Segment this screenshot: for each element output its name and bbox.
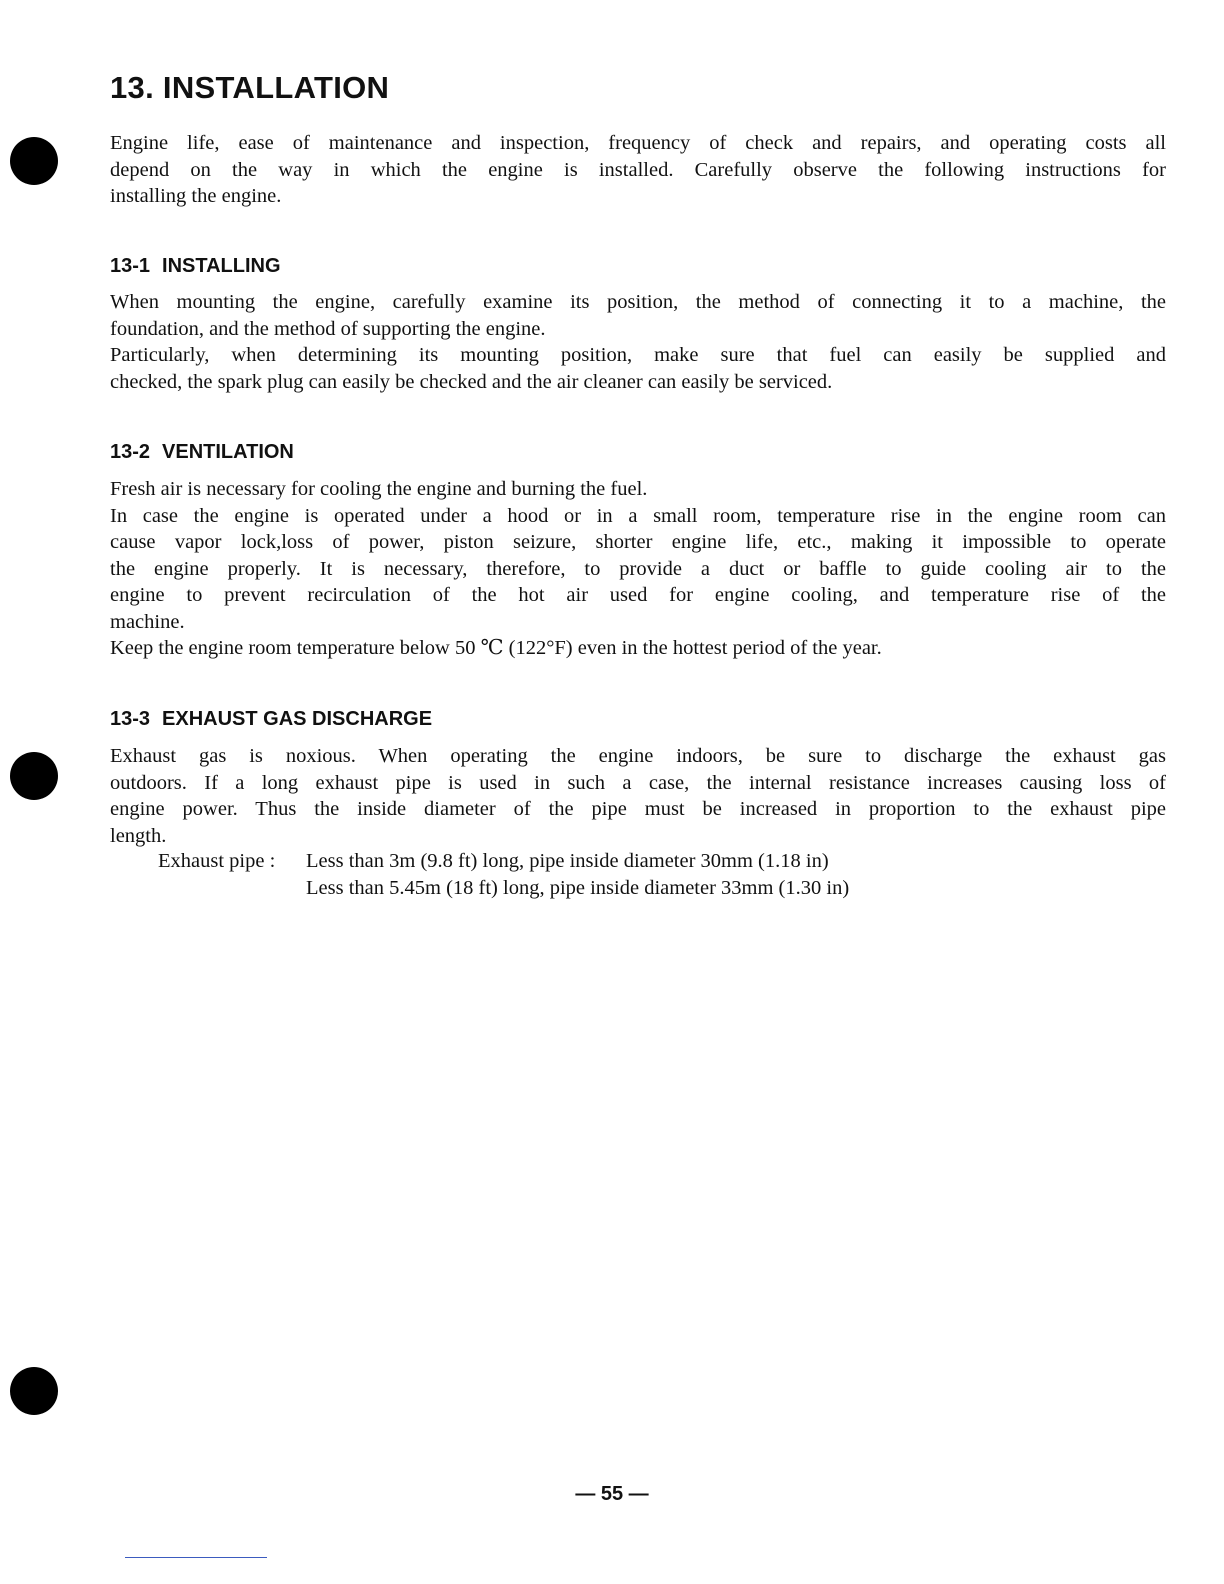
section-title: EXHAUST GAS DISCHARGE <box>162 708 433 730</box>
punch-hole-bottom <box>10 1367 58 1415</box>
intro-line: installing the engine. <box>110 185 282 207</box>
spec-label: Exhaust pipe : <box>158 850 276 872</box>
punch-hole-top <box>10 137 58 185</box>
bottom-rule <box>125 1557 267 1558</box>
body-line: machine. <box>110 610 185 633</box>
body-line: In case the engine is operated under a hood or in a small room, temperature rise in the engine room can <box>110 504 1166 527</box>
section-title: INSTALLING <box>162 255 281 277</box>
body-line: foundation, and the method of supporting the engine. <box>110 317 546 340</box>
body-line: cause vapor lock,loss of power, piston seizure, shorter engine life, etc., making it impossible to operate <box>110 531 1166 553</box>
spec-row <box>158 875 849 902</box>
spec-value: Less than 5.45m (18 ft) long, pipe inside diameter 33mm (1.30 in) <box>306 877 850 899</box>
body-line: engine to prevent recirculation of the hot air used for engine cooling, and temperature rise of the <box>110 584 1166 606</box>
installing-paragraph <box>110 289 1166 395</box>
body-line: engine power. Thus the inside diameter of the pipe must be increased in proportion to the exhaust pipe <box>110 798 1166 820</box>
body-line: Fresh air is necessary for cooling the engine and burning the fuel. <box>110 478 648 500</box>
intro-line: Engine life, ease of maintenance and inspection, frequency of check and repairs, and operating costs all <box>110 132 1166 154</box>
section-heading-installing <box>110 255 281 278</box>
section-number: 13-2 <box>110 441 151 463</box>
spec-value: Less than 3m (9.8 ft) long, pipe inside diameter 30mm (1.18 in) <box>306 850 829 872</box>
body-line: Exhaust gas is noxious. When operating the engine indoors, be sure to discharge the exhaust gas <box>110 745 1166 767</box>
section-heading-exhaust <box>110 708 432 731</box>
ventilation-paragraph <box>110 476 1166 662</box>
body-line: Keep the engine room temperature below 50 ℃ (122°F) even in the hottest period of the year. <box>110 637 882 659</box>
section-heading-ventilation <box>110 441 294 464</box>
exhaust-pipe-spec <box>158 848 849 902</box>
spec-row <box>158 848 849 875</box>
intro-paragraph <box>110 130 1166 210</box>
body-line: the engine properly. It is necessary, therefore, to provide a duct or baffle to guide cooling air to the <box>110 557 1166 580</box>
intro-line: depend on the way in which the engine is installed. Carefully observe the following instructions for <box>110 158 1166 181</box>
section-number: 13-3 <box>110 708 151 730</box>
exhaust-paragraph <box>110 743 1166 849</box>
body-line: outdoors. If a long exhaust pipe is used in such a case, the internal resistance increases causing loss of <box>110 771 1166 794</box>
section-number: 13-1 <box>110 255 151 277</box>
punch-hole-middle <box>10 752 58 800</box>
page-title: 13. INSTALLATION <box>110 70 390 105</box>
section-title: VENTILATION <box>162 441 294 463</box>
body-line: Particularly, when determining its mounting position, make sure that fuel can easily be supplied and <box>110 344 1166 366</box>
body-line: length. <box>110 824 167 847</box>
body-line: When mounting the engine, carefully examine its position, the method of connecting it to a machine, the <box>110 291 1166 313</box>
page-number: — 55 — <box>575 1483 649 1505</box>
body-line: checked, the spark plug can easily be checked and the air cleaner can easily be serviced. <box>110 370 833 393</box>
